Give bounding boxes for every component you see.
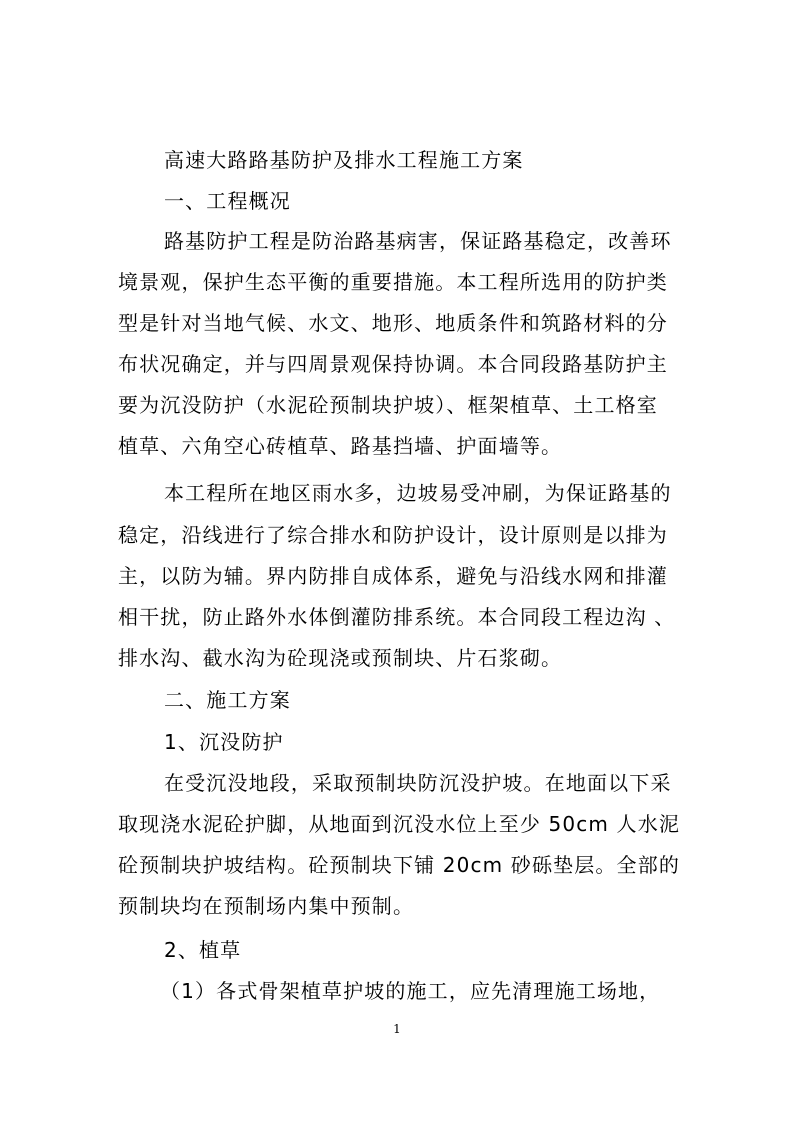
paragraph-line: 境景观，保护生态平衡的重要措施。本工程所选用的防护类 [118, 270, 668, 294]
paragraph-line: 植草、六角空心砖植草、路基挡墙、护面墙等。 [118, 434, 563, 458]
paragraph-line: 在受沉没地段，采取预制块防沉没护坡。在地面以下采 [164, 771, 672, 795]
paragraph-line: （1）各式骨架植草护坡的施工，应先清理施工场地， [160, 979, 661, 1003]
paragraph-line: 本工程所在地区雨水多，边坡易受冲刷，为保证路基的 [164, 481, 672, 505]
subsection-heading-flood-protection: 1、沉没防护 [164, 730, 284, 754]
paragraph-line: 路基防护工程是防治路基病害，保证路基稳定，改善环 [164, 229, 672, 253]
document-title: 高速大路路基防护及排水工程施工方案 [164, 148, 524, 172]
paragraph-line: 型是针对当地气候、水文、地形、地质条件和筑路材料的分 [118, 311, 668, 335]
paragraph-line: 主，以防为辅。界内防排自成体系，避免与沿线水网和排灌 [118, 564, 668, 588]
subsection-heading-planting: 2、植草 [164, 938, 242, 962]
page-number: 1 [393, 1022, 401, 1036]
section-heading-plan: 二、施工方案 [164, 688, 291, 712]
paragraph-line: 预制块均在预制场内集中预制。 [118, 894, 415, 918]
paragraph-line: 砼预制块护坡结构。砼预制块下铺 20cm 砂砾垫层。全部的 [118, 853, 680, 877]
paragraph-line: 取现浇水泥砼护脚，从地面到沉没水位上至少 50cm 人水泥 [118, 812, 680, 836]
paragraph-line: 相干扰，防止路外水体倒灌防排系统。本合同段工程边沟 、 [118, 605, 676, 629]
paragraph-line: 排水沟、截水沟为砼现浇或预制块、片石浆砌。 [118, 646, 563, 670]
paragraph-line: 布状况确定，并与四周景观保持协调。本合同段路基防护主 [118, 352, 668, 376]
paragraph-line: 要为沉没防护（水泥砼预制块护坡）、框架植草、土工格室 [118, 393, 658, 417]
paragraph-line: 稳定，沿线进行了综合排水和防护设计，设计原则是以排为 [118, 523, 668, 547]
section-heading-overview: 一、工程概况 [164, 189, 291, 213]
